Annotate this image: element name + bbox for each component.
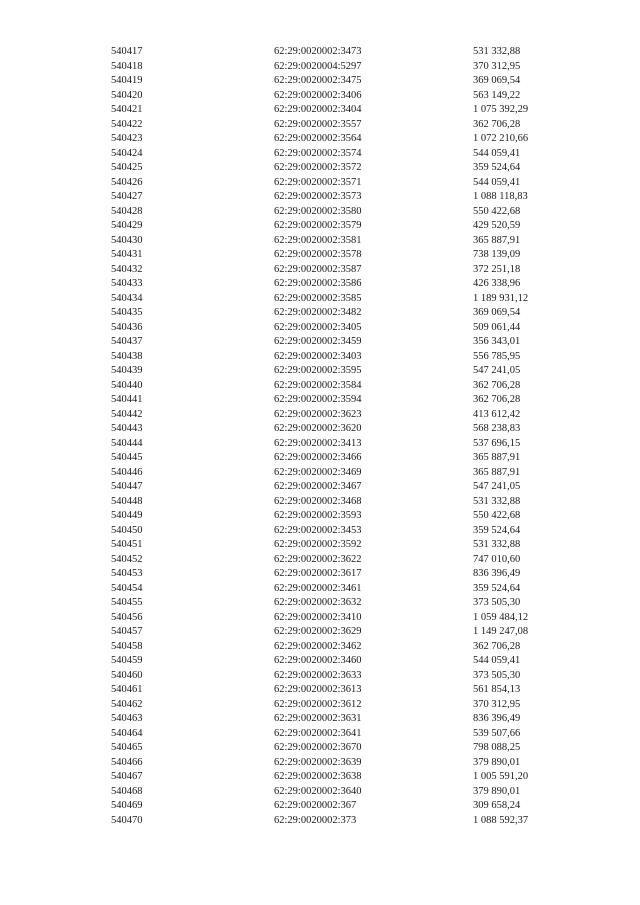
cadastral-value: 531 332,88	[473, 495, 521, 507]
cadastral-value: 1 072 210,66	[473, 133, 529, 144]
cadastral-value: 365 887,91	[473, 234, 521, 246]
row-number: 540425	[111, 162, 143, 173]
row-number: 540435	[111, 307, 143, 318]
cadastral-number: 62:29:0020002:3573	[274, 191, 362, 202]
cadastral-value: 561 854,13	[473, 684, 521, 695]
cadastral-value: 547 241,05	[473, 481, 521, 492]
cadastral-value: 1 059 484,12	[473, 611, 529, 623]
cadastral-value: 309 658,24	[473, 800, 521, 811]
cadastral-value: 531 332,88	[473, 539, 521, 550]
cadastral-number: 62:29:0020004:5297	[274, 60, 362, 72]
row-number: 540436	[111, 321, 143, 333]
row-number: 540423	[111, 133, 143, 144]
cadastral-value: 379 890,01	[473, 756, 521, 768]
row-number: 540433	[111, 278, 143, 289]
cadastral-number: 62:29:0020002:3629	[274, 626, 362, 637]
cadastral-value: 362 706,28	[473, 394, 521, 405]
cadastral-number: 62:29:0020002:3453	[274, 524, 362, 536]
cadastral-value: 362 706,28	[473, 379, 521, 391]
row-number: 540457	[111, 626, 143, 637]
cadastral-value: 373 505,30	[473, 597, 521, 608]
cadastral-value: 547 241,05	[473, 365, 521, 376]
cadastral-number: 62:29:0020002:3460	[274, 655, 362, 666]
cadastral-value: 509 061,44	[473, 321, 521, 333]
cadastral-value: 1 075 392,29	[473, 104, 529, 115]
cadastral-number: 62:29:0020002:3631	[274, 713, 362, 724]
cadastral-number: 62:29:0020002:3639	[274, 756, 362, 768]
cadastral-number: 62:29:0020002:3468	[274, 495, 362, 507]
cadastral-value: 372 251,18	[473, 263, 521, 275]
row-number: 540452	[111, 553, 143, 565]
row-number: 540446	[111, 466, 143, 478]
row-number: 540455	[111, 597, 143, 608]
cadastral-number: 62:29:0020002:3584	[274, 379, 362, 391]
cadastral-number: 62:29:0020002:3459	[274, 336, 362, 347]
row-number: 540432	[111, 263, 143, 275]
row-number: 540448	[111, 495, 143, 507]
cadastral-value: 836 396,49	[473, 568, 521, 579]
row-number: 540465	[111, 742, 143, 753]
row-number: 540426	[111, 176, 143, 188]
row-number: 540440	[111, 379, 143, 391]
row-number: 540421	[111, 104, 143, 115]
row-number: 540420	[111, 89, 143, 101]
row-number: 540429	[111, 220, 143, 231]
cadastral-number: 62:29:0020002:3638	[274, 771, 362, 782]
cadastral-value: 1 005 591,20	[473, 771, 529, 782]
cadastral-number: 62:29:0020002:3467	[274, 481, 362, 492]
cadastral-number: 62:29:0020002:3574	[274, 147, 362, 159]
cadastral-value: 836 396,49	[473, 713, 521, 724]
cadastral-value: 738 139,09	[473, 249, 521, 260]
cadastral-number: 62:29:0020002:3413	[274, 437, 362, 449]
row-number: 540430	[111, 234, 143, 246]
cadastral-number: 62:29:0020002:3466	[274, 452, 362, 463]
cadastral-value: 365 887,91	[473, 452, 521, 463]
row-number: 540460	[111, 669, 143, 681]
cadastral-number: 62:29:0020002:3404	[274, 104, 362, 115]
cadastral-value: 544 059,41	[473, 655, 521, 666]
row-number: 540417	[111, 46, 143, 57]
cadastral-value: 544 059,41	[473, 147, 521, 159]
cadastral-number: 62:29:0020002:3620	[274, 423, 362, 434]
row-number: 540443	[111, 423, 143, 434]
cadastral-value: 550 422,68	[473, 510, 521, 521]
row-number: 540467	[111, 771, 143, 782]
row-number: 540450	[111, 524, 143, 536]
cadastral-number: 62:29:0020002:3595	[274, 365, 362, 376]
row-number: 540441	[111, 394, 143, 405]
row-number: 540456	[111, 611, 143, 623]
cadastral-number: 62:29:0020002:3461	[274, 582, 362, 594]
row-number: 540461	[111, 684, 143, 695]
cadastral-number: 62:29:0020002:3586	[274, 278, 362, 289]
cadastral-number: 62:29:0020002:3592	[274, 539, 362, 550]
row-number: 540462	[111, 698, 143, 710]
cadastral-value: 1 189 931,12	[473, 292, 529, 304]
row-number: 540458	[111, 640, 143, 652]
cadastral-number: 62:29:0020002:3571	[274, 176, 362, 188]
row-number: 540427	[111, 191, 143, 202]
cadastral-value: 556 785,95	[473, 350, 521, 362]
cadastral-number: 62:29:0020002:3633	[274, 669, 362, 681]
cadastral-number: 62:29:0020002:3578	[274, 249, 362, 260]
cadastral-number: 62:29:0020002:3617	[274, 568, 362, 579]
row-number: 540437	[111, 336, 143, 347]
cadastral-value: 365 887,91	[473, 466, 521, 478]
cadastral-number: 62:29:0020002:3641	[274, 727, 362, 739]
cadastral-value: 1 088 118,83	[473, 191, 528, 202]
cadastral-number: 62:29:0020002:3670	[274, 742, 362, 753]
cadastral-value: 429 520,59	[473, 220, 521, 231]
cadastral-value: 531 332,88	[473, 46, 521, 57]
cadastral-number: 62:29:0020002:3622	[274, 553, 362, 565]
row-number: 540419	[111, 75, 143, 86]
row-number: 540464	[111, 727, 143, 739]
cadastral-value: 1 088 592,37	[473, 814, 529, 826]
row-number: 540466	[111, 756, 143, 768]
row-number: 540451	[111, 539, 143, 550]
cadastral-value: 747 010,60	[473, 553, 521, 565]
row-number: 540431	[111, 249, 143, 260]
cadastral-value: 373 505,30	[473, 669, 521, 681]
row-number: 540459	[111, 655, 143, 666]
row-number: 540444	[111, 437, 143, 449]
row-number: 540442	[111, 408, 143, 420]
row-number: 540438	[111, 350, 143, 362]
row-number: 540418	[111, 60, 143, 72]
row-number: 540469	[111, 800, 143, 811]
cadastral-number: 62:29:0020002:3473	[274, 46, 362, 57]
cadastral-value: 413 612,42	[473, 408, 521, 420]
row-number: 540454	[111, 582, 143, 594]
cadastral-number: 62:29:0020002:3462	[274, 640, 362, 652]
cadastral-number: 62:29:0020002:3482	[274, 307, 362, 318]
cadastral-value: 379 890,01	[473, 785, 521, 797]
cadastral-number: 62:29:0020002:3632	[274, 597, 362, 608]
cadastral-number: 62:29:0020002:3405	[274, 321, 362, 333]
cadastral-value: 544 059,41	[473, 176, 521, 188]
row-number: 540453	[111, 568, 143, 579]
cadastral-number: 62:29:0020002:3557	[274, 118, 362, 130]
cadastral-number: 62:29:0020002:373	[274, 814, 357, 826]
cadastral-number: 62:29:0020002:3587	[274, 263, 362, 275]
row-number: 540434	[111, 292, 143, 304]
cadastral-value: 798 088,25	[473, 742, 521, 753]
row-number: 540463	[111, 713, 143, 724]
cadastral-value: 369 069,54	[473, 307, 521, 318]
cadastral-number: 62:29:0020002:3475	[274, 75, 362, 86]
cadastral-number: 62:29:0020002:3403	[274, 350, 362, 362]
cadastral-number: 62:29:0020002:3572	[274, 162, 362, 173]
cadastral-value: 537 696,15	[473, 437, 521, 449]
row-number: 540470	[111, 814, 143, 826]
cadastral-number: 62:29:0020002:3579	[274, 220, 362, 231]
cadastral-number: 62:29:0020002:3581	[274, 234, 362, 246]
cadastral-number: 62:29:0020002:3594	[274, 394, 362, 405]
row-number: 540447	[111, 481, 143, 492]
cadastral-value: 359 524,64	[473, 582, 521, 594]
cadastral-value: 568 238,83	[473, 423, 521, 434]
cadastral-value: 362 706,28	[473, 640, 521, 652]
row-number: 540449	[111, 510, 143, 521]
cadastral-number: 62:29:0020002:3585	[274, 292, 362, 304]
cadastral-value: 359 524,64	[473, 524, 521, 536]
cadastral-value: 1 149 247,08	[473, 626, 529, 637]
cadastral-number: 62:29:0020002:3469	[274, 466, 362, 478]
row-number: 540428	[111, 205, 143, 217]
cadastral-number: 62:29:0020002:3613	[274, 684, 362, 695]
cadastral-value: 563 149,22	[473, 89, 521, 101]
cadastral-value: 359 524,64	[473, 162, 521, 173]
cadastral-value: 356 343,01	[473, 336, 521, 347]
cadastral-number: 62:29:0020002:3406	[274, 89, 362, 101]
row-number: 540468	[111, 785, 143, 797]
row-number: 540445	[111, 452, 143, 463]
cadastral-value: 369 069,54	[473, 75, 521, 86]
row-number: 540439	[111, 365, 143, 376]
cadastral-value: 370 312,95	[473, 698, 521, 710]
cadastral-number: 62:29:0020002:3564	[274, 133, 362, 144]
cadastral-value: 370 312,95	[473, 60, 521, 72]
cadastral-value: 362 706,28	[473, 118, 521, 130]
cadastral-value: 539 507,66	[473, 727, 521, 739]
cadastral-number: 62:29:0020002:3623	[274, 408, 362, 420]
cadastral-number: 62:29:0020002:3612	[274, 698, 362, 710]
row-number: 540422	[111, 118, 143, 130]
cadastral-number: 62:29:0020002:367	[274, 800, 357, 811]
cadastral-number: 62:29:0020002:3410	[274, 611, 362, 623]
cadastral-number: 62:29:0020002:3593	[274, 510, 362, 521]
cadastral-number: 62:29:0020002:3580	[274, 205, 362, 217]
cadastral-number: 62:29:0020002:3640	[274, 785, 362, 797]
cadastral-value: 426 338,96	[473, 278, 521, 289]
row-number: 540424	[111, 147, 143, 159]
cadastral-value: 550 422,68	[473, 205, 521, 217]
